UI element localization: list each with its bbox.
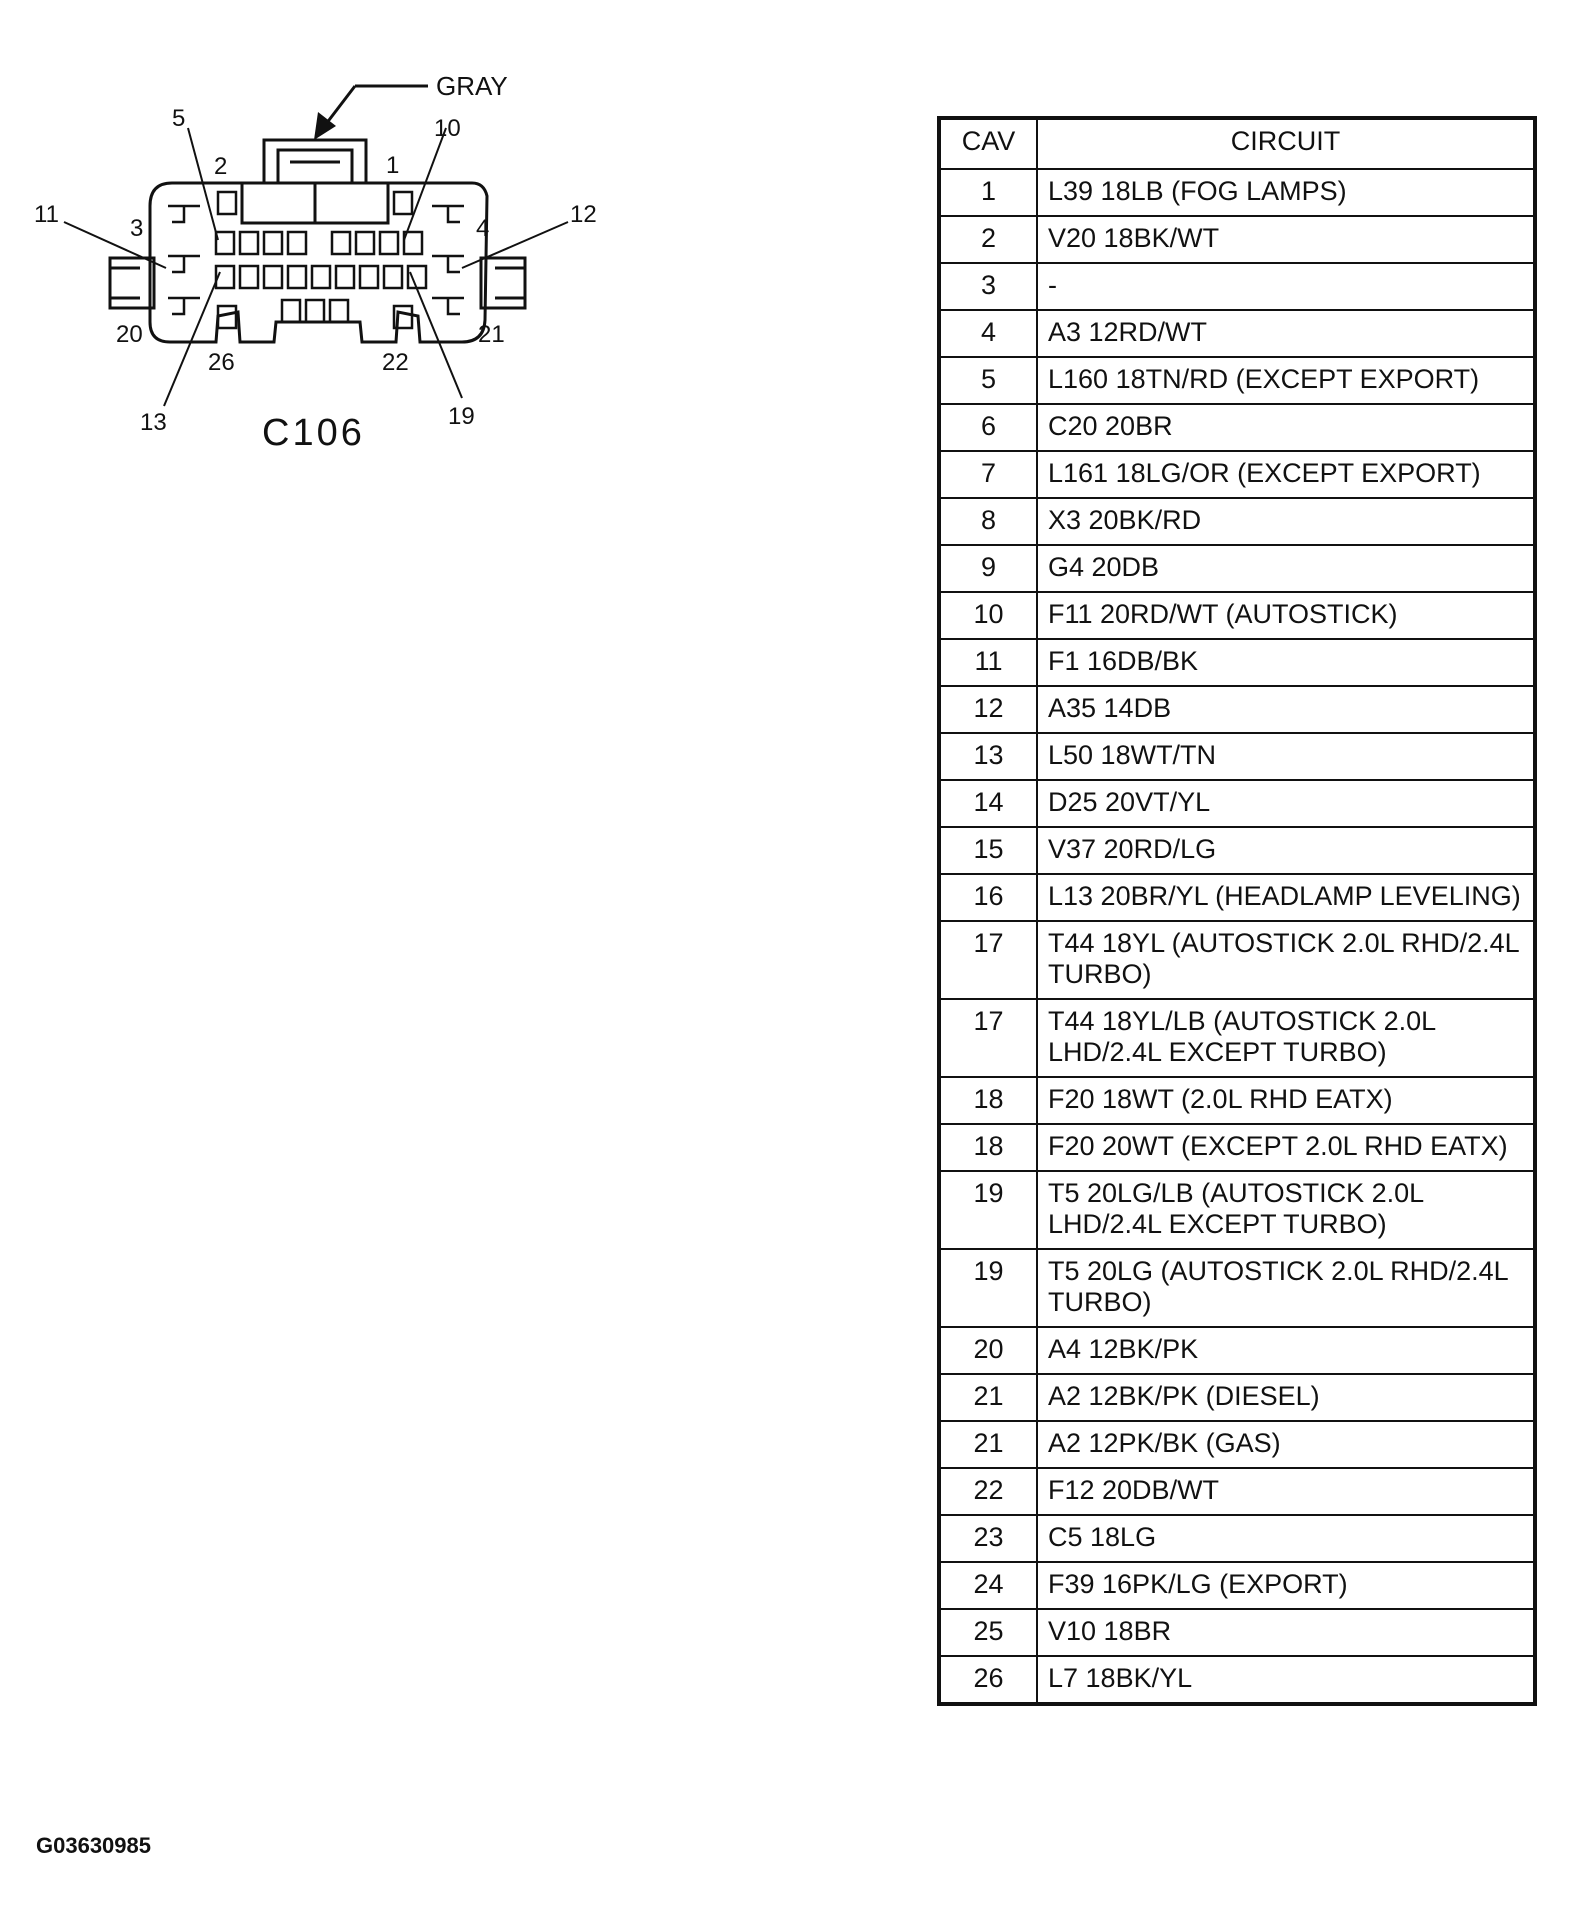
pin-label-2: 2: [214, 153, 228, 180]
cav-cell: 19: [939, 1171, 1037, 1249]
cav-cell: 15: [939, 827, 1037, 874]
cav-cell: 21: [939, 1421, 1037, 1468]
connector-name: C106: [262, 412, 365, 454]
circuit-cell: A3 12RD/WT: [1037, 310, 1535, 357]
pin-label-5: 5: [172, 105, 186, 132]
table-row: [939, 263, 1535, 310]
table-row: [939, 1171, 1535, 1249]
table-row: [939, 592, 1535, 639]
circuit-cell: -: [1037, 263, 1535, 310]
table-row: [939, 404, 1535, 451]
table-row: [939, 1421, 1535, 1468]
circuit-cell: T5 20LG/LB (AUTOSTICK 2.0L LHD/2.4L EXCEPT TURBO): [1037, 1171, 1535, 1249]
circuit-cell: D25 20VT/YL: [1037, 780, 1535, 827]
cav-cell: 14: [939, 780, 1037, 827]
circuit-cell: F20 20WT (EXCEPT 2.0L RHD EATX): [1037, 1124, 1535, 1171]
cav-cell: 26: [939, 1656, 1037, 1704]
table-row: [939, 733, 1535, 780]
table-row: [939, 451, 1535, 498]
cav-cell: 17: [939, 921, 1037, 999]
table-row: [939, 639, 1535, 686]
cav-cell: 22: [939, 1468, 1037, 1515]
circuit-cell: F20 18WT (2.0L RHD EATX): [1037, 1077, 1535, 1124]
circuit-cell: X3 20BK/RD: [1037, 498, 1535, 545]
cav-cell: 21: [939, 1374, 1037, 1421]
figure-id: G03630985: [36, 1833, 151, 1858]
pin-label-4: 4: [476, 215, 490, 242]
circuit-cell: L50 18WT/TN: [1037, 733, 1535, 780]
table-row: [939, 216, 1535, 263]
cav-cell: 19: [939, 1249, 1037, 1327]
cav-cell: 6: [939, 404, 1037, 451]
circuit-cell: F39 16PK/LG (EXPORT): [1037, 1562, 1535, 1609]
pin-label-10: 10: [434, 115, 461, 142]
cav-cell: 20: [939, 1327, 1037, 1374]
table-row: [939, 780, 1535, 827]
cav-cell: 23: [939, 1515, 1037, 1562]
cav-cell: 11: [939, 639, 1037, 686]
table-header-row: [939, 118, 1535, 169]
cav-cell: 25: [939, 1609, 1037, 1656]
pin-label-20: 20: [116, 321, 143, 348]
pin-label-26: 26: [208, 349, 235, 376]
cav-cell: 3: [939, 263, 1037, 310]
circuit-cell: L39 18LB (FOG LAMPS): [1037, 169, 1535, 216]
pin-label-19: 19: [448, 403, 475, 430]
connector-diagram: [0, 0, 640, 470]
table-row: [939, 1249, 1535, 1327]
pin-label-3: 3: [130, 215, 144, 242]
left-wing: [110, 258, 154, 308]
circuit-cell: C5 18LG: [1037, 1515, 1535, 1562]
cav-cell: 7: [939, 451, 1037, 498]
circuit-cell: F12 20DB/WT: [1037, 1468, 1535, 1515]
cav-circuit-table: [937, 116, 1537, 1706]
cav-cell: 24: [939, 1562, 1037, 1609]
table-row: [939, 169, 1535, 216]
cav-cell: 13: [939, 733, 1037, 780]
table-row: [939, 545, 1535, 592]
circuit-cell: G4 20DB: [1037, 545, 1535, 592]
table-row: [939, 1077, 1535, 1124]
pin-label-21: 21: [478, 321, 505, 348]
gray-callout-arrow: [326, 86, 428, 124]
table-row: [939, 1468, 1535, 1515]
circuit-cell: L160 18TN/RD (EXCEPT EXPORT): [1037, 357, 1535, 404]
pin-label-12: 12: [570, 201, 597, 228]
cav-cell: 8: [939, 498, 1037, 545]
table-row: [939, 1562, 1535, 1609]
table-row: [939, 874, 1535, 921]
circuit-header: CIRCUIT: [1037, 118, 1535, 169]
circuit-cell: T5 20LG (AUTOSTICK 2.0L RHD/2.4L TURBO): [1037, 1249, 1535, 1327]
circuit-cell: V20 18BK/WT: [1037, 216, 1535, 263]
pin-label-22: 22: [382, 349, 409, 376]
circuit-cell: T44 18YL (AUTOSTICK 2.0L RHD/2.4L TURBO): [1037, 921, 1535, 999]
circuit-cell: L161 18LG/OR (EXCEPT EXPORT): [1037, 451, 1535, 498]
color-callout: GRAY: [436, 71, 508, 101]
circuit-cell: A4 12BK/PK: [1037, 1327, 1535, 1374]
pin-label-1: 1: [386, 152, 400, 179]
table-row: [939, 1515, 1535, 1562]
pin-label-11: 11: [34, 201, 59, 228]
circuit-cell: A2 12PK/BK (GAS): [1037, 1421, 1535, 1468]
table-row: [939, 827, 1535, 874]
right-wing: [481, 258, 525, 308]
circuit-cell: L13 20BR/YL (HEADLAMP LEVELING): [1037, 874, 1535, 921]
cav-cell: 18: [939, 1077, 1037, 1124]
table-row: [939, 1609, 1535, 1656]
table-body: [939, 169, 1535, 1704]
cav-cell: 10: [939, 592, 1037, 639]
cav-cell: 1: [939, 169, 1037, 216]
table-row: [939, 921, 1535, 999]
table-row: [939, 686, 1535, 733]
circuit-cell: A2 12BK/PK (DIESEL): [1037, 1374, 1535, 1421]
cav-cell: 18: [939, 1124, 1037, 1171]
table-row: [939, 357, 1535, 404]
cav-cell: 16: [939, 874, 1037, 921]
table-row: [939, 1656, 1535, 1704]
table-row: [939, 1374, 1535, 1421]
pin-label-13: 13: [140, 409, 167, 436]
table-row: [939, 310, 1535, 357]
cav-header: CAV: [939, 118, 1037, 169]
table-row: [939, 498, 1535, 545]
circuit-cell: C20 20BR: [1037, 404, 1535, 451]
cav-cell: 4: [939, 310, 1037, 357]
cav-cell: 9: [939, 545, 1037, 592]
table-row: [939, 1124, 1535, 1171]
circuit-cell: T44 18YL/LB (AUTOSTICK 2.0L LHD/2.4L EXCEPT TURBO): [1037, 999, 1535, 1077]
circuit-cell: L7 18BK/YL: [1037, 1656, 1535, 1704]
table-row: [939, 999, 1535, 1077]
circuit-cell: F1 16DB/BK: [1037, 639, 1535, 686]
circuit-cell: A35 14DB: [1037, 686, 1535, 733]
circuit-cell: F11 20RD/WT (AUTOSTICK): [1037, 592, 1535, 639]
circuit-cell: V37 20RD/LG: [1037, 827, 1535, 874]
table-row: [939, 1327, 1535, 1374]
cav-cell: 2: [939, 216, 1037, 263]
cav-cell: 17: [939, 999, 1037, 1077]
cav-cell: 12: [939, 686, 1037, 733]
cav-cell: 5: [939, 357, 1037, 404]
circuit-cell: V10 18BR: [1037, 1609, 1535, 1656]
